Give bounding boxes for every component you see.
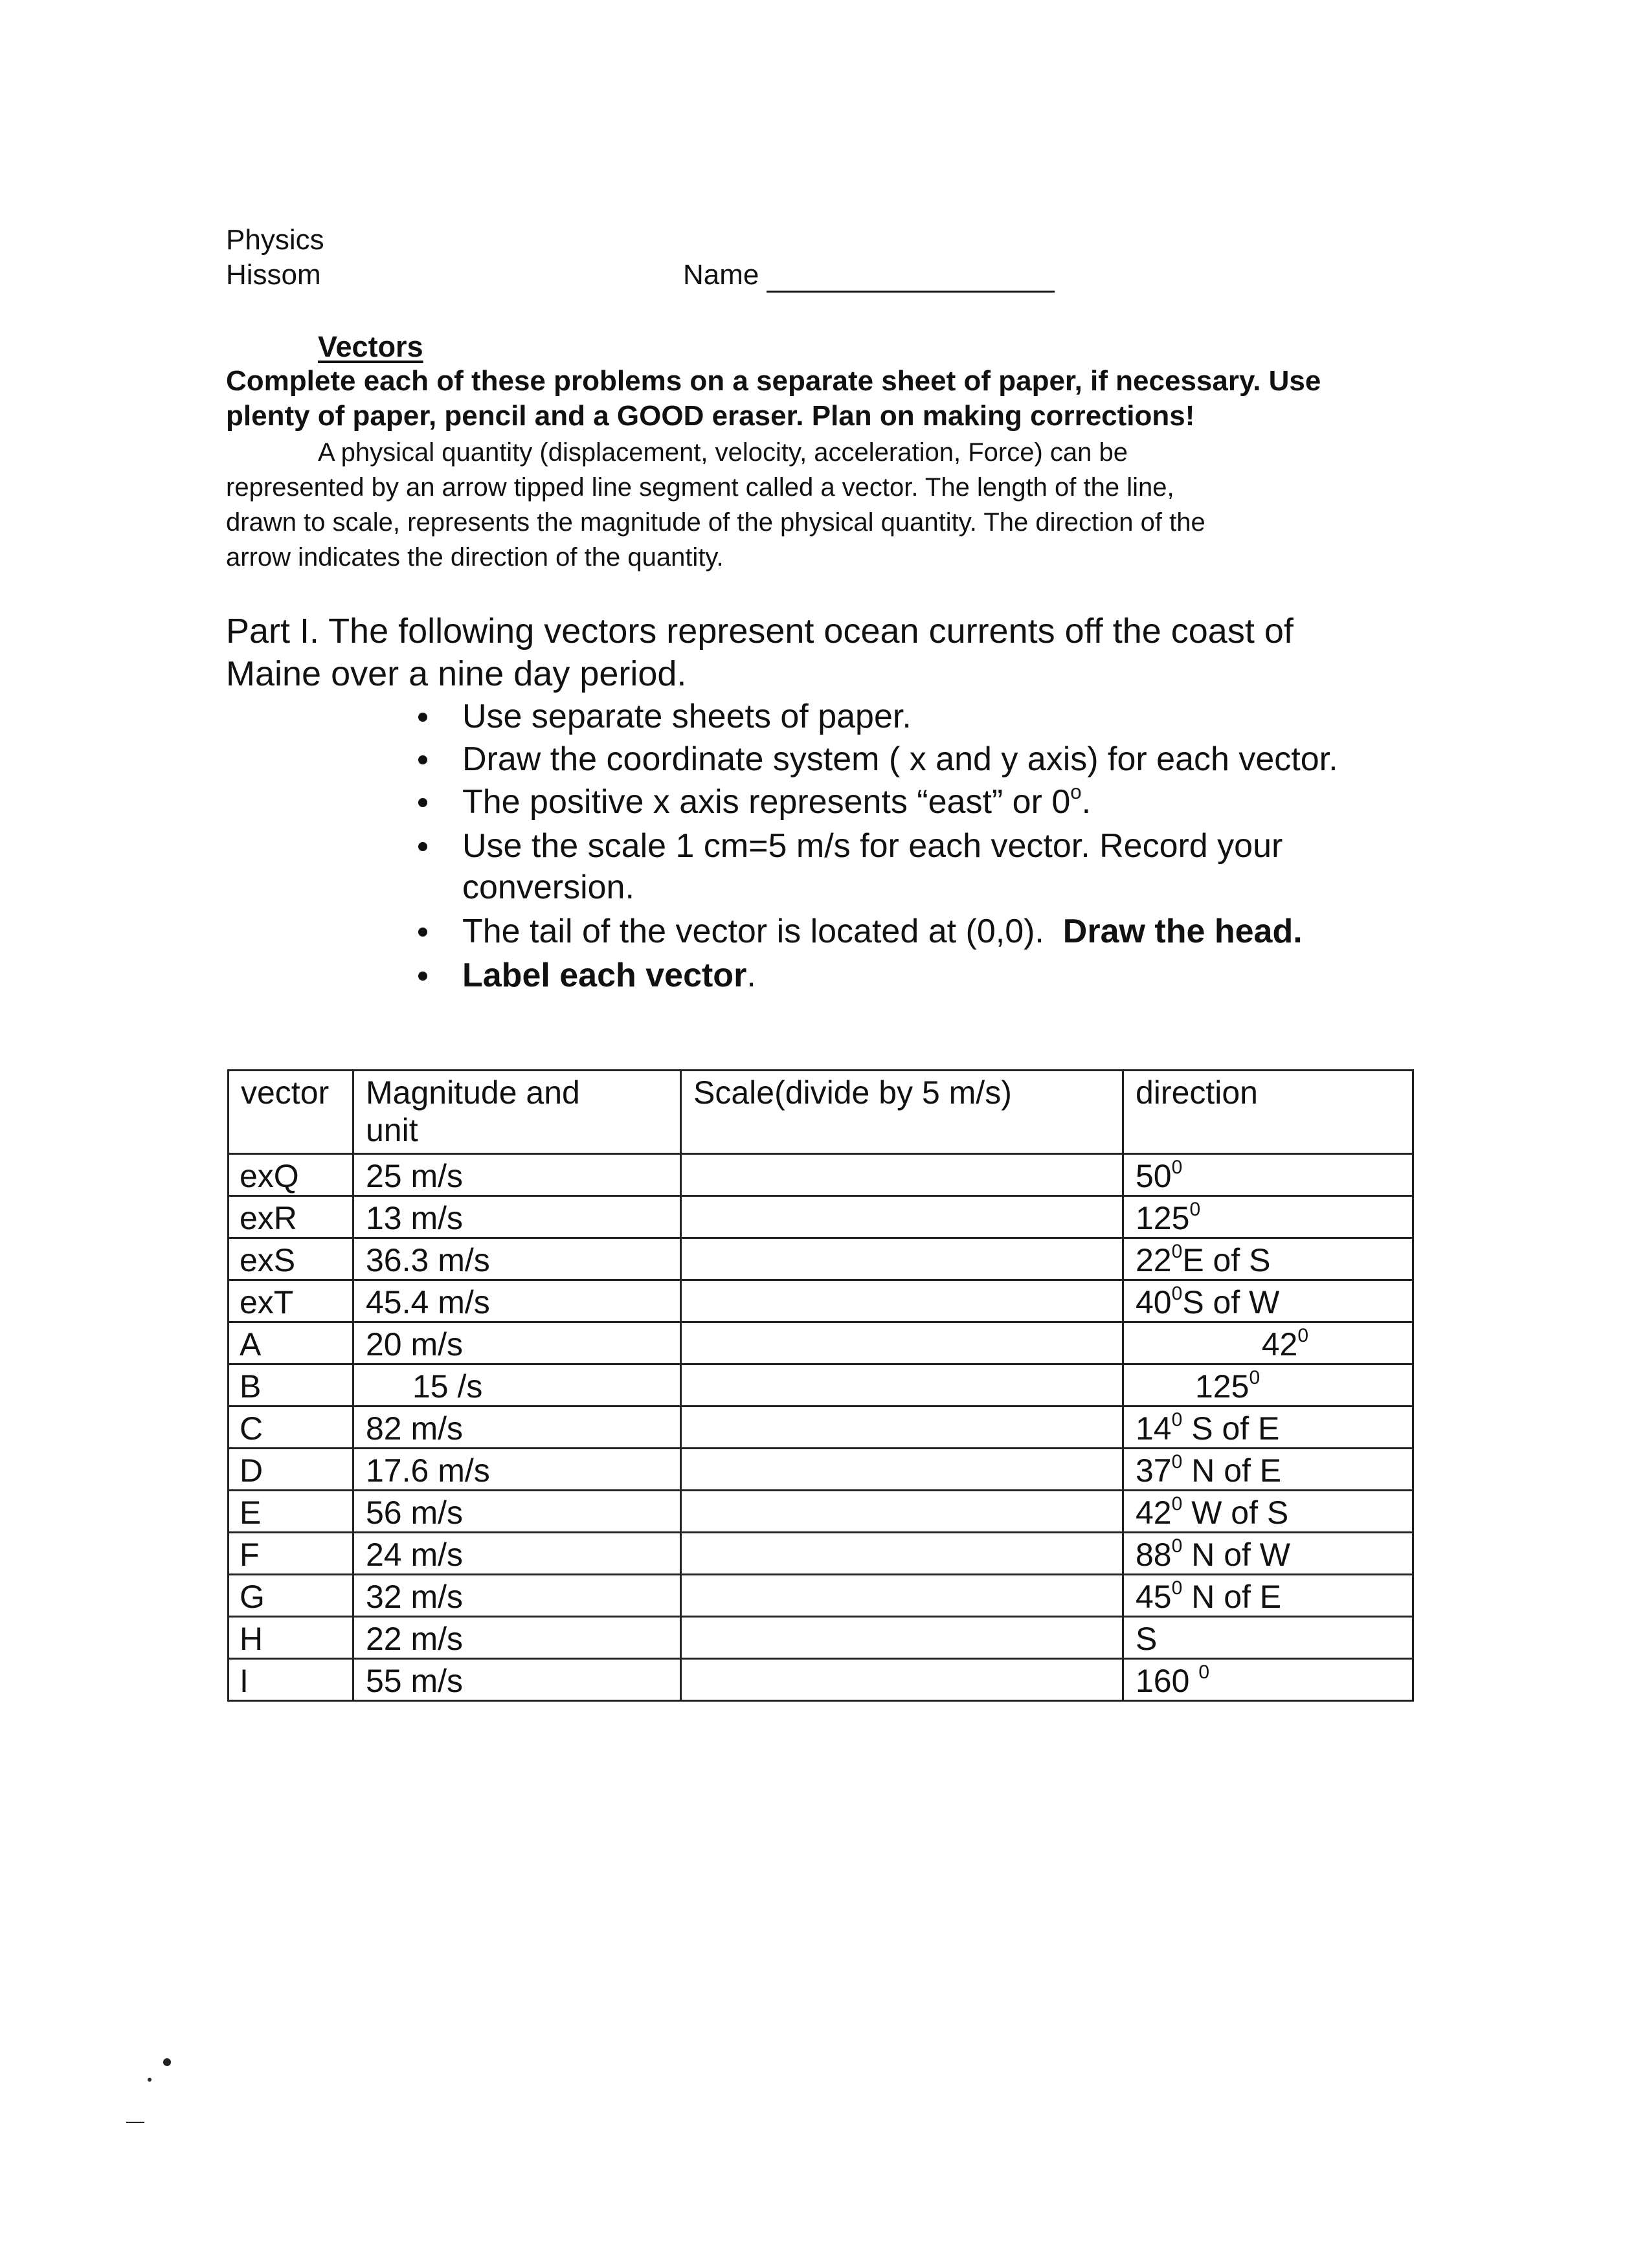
direction-value: 42 (1136, 1495, 1172, 1531)
cell-magnitude: 25 m/s (353, 1154, 681, 1196)
bullet-dot (418, 713, 427, 722)
bullet-5 (462, 910, 1303, 953)
cell-vector: exT (229, 1280, 353, 1322)
cell-direction (1123, 1280, 1413, 1322)
cell-magnitude: 22 m/s (353, 1617, 681, 1659)
table-row (229, 1280, 1413, 1322)
name-label: Name (683, 259, 759, 291)
intro-line-4: arrow indicates the direction of the quantity. (226, 543, 724, 572)
bullet-2: Draw the coordinate system ( x and y axis) for each vector. (462, 740, 1338, 778)
direction-value: 50 (1136, 1158, 1172, 1194)
bullet-3-degree: o (1070, 781, 1082, 804)
cell-vector: D (229, 1449, 353, 1491)
degree-mark: 0 (1297, 1325, 1308, 1346)
direction-reference: W of S (1182, 1495, 1289, 1531)
cell-scale[interactable] (681, 1364, 1123, 1406)
bullet-6 (462, 954, 756, 997)
bullet-1: Use separate sheets of paper. (462, 698, 912, 735)
cell-scale[interactable] (681, 1154, 1123, 1196)
cell-scale[interactable] (681, 1533, 1123, 1575)
subject-label: Physics (226, 224, 324, 256)
header-vector: vector (229, 1071, 353, 1154)
cell-vector: H (229, 1617, 353, 1659)
direction-value: 125 (1195, 1368, 1249, 1405)
table-row (229, 1196, 1413, 1238)
instructions-line-1: Complete each of these problems on a separate sheet of paper, if necessary. Use (226, 365, 1321, 397)
bullet-6-end: . (746, 957, 756, 994)
header-direction: direction (1123, 1071, 1413, 1154)
header-magnitude-line-1: Magnitude and (366, 1074, 580, 1111)
instructions-line-2: plenty of paper, pencil and a GOOD eraser. Plan on making corrections! (226, 400, 1195, 432)
degree-mark: 0 (1171, 1241, 1183, 1262)
table-row (229, 1491, 1413, 1533)
direction-value: 40 (1136, 1284, 1172, 1320)
table-row (229, 1617, 1413, 1659)
cell-direction (1123, 1238, 1413, 1280)
bullet-4-line-1: Use the scale 1 cm=5 m/s for each vector. Record your (462, 827, 1283, 865)
cell-vector: B (229, 1364, 353, 1406)
cell-direction (1123, 1449, 1413, 1491)
header-magnitude (353, 1071, 681, 1154)
bullet-dot (418, 972, 427, 981)
cell-direction (1123, 1364, 1413, 1406)
table-row (229, 1364, 1413, 1406)
direction-value: 88 (1136, 1537, 1172, 1573)
bullet-3 (462, 781, 1091, 823)
table-row (229, 1406, 1413, 1449)
degree-mark: 0 (1171, 1451, 1183, 1473)
intro-line-3: drawn to scale, represents the magnitude of the physical quantity. The direction of the (226, 508, 1205, 537)
cell-direction (1123, 1575, 1413, 1617)
degree-mark: 0 (1198, 1662, 1210, 1683)
cell-magnitude: 32 m/s (353, 1575, 681, 1617)
cell-direction (1123, 1533, 1413, 1575)
cell-scale[interactable] (681, 1617, 1123, 1659)
direction-value: 42 (1261, 1326, 1298, 1362)
cell-direction (1123, 1617, 1413, 1659)
part1-line-2: Maine over a nine day period. (226, 654, 687, 693)
intro-line-1: A physical quantity (displacement, velocity, acceleration, Force) can be (318, 438, 1128, 467)
direction-value: 14 (1136, 1410, 1172, 1447)
table-row (229, 1659, 1413, 1701)
cell-scale[interactable] (681, 1406, 1123, 1449)
cell-magnitude: 13 m/s (353, 1196, 681, 1238)
table-row (229, 1533, 1413, 1575)
cell-magnitude: 36.3 m/s (353, 1238, 681, 1280)
part1-line-1: Part I. The following vectors represent ocean currents off the coast of (226, 612, 1294, 650)
cell-scale[interactable] (681, 1449, 1123, 1491)
cell-scale[interactable] (681, 1238, 1123, 1280)
cell-magnitude: 56 m/s (353, 1491, 681, 1533)
bullet-6-bold: Label each vector (462, 957, 747, 994)
cell-vector: I (229, 1659, 353, 1701)
direction-reference: E of S (1182, 1242, 1271, 1278)
scan-speck (126, 2122, 144, 2123)
header-scale: Scale(divide by 5 m/s) (681, 1071, 1123, 1154)
degree-mark: 0 (1189, 1199, 1201, 1220)
table-row (229, 1322, 1413, 1364)
cell-vector: E (229, 1491, 353, 1533)
cell-magnitude: 55 m/s (353, 1659, 681, 1701)
cell-magnitude: 24 m/s (353, 1533, 681, 1575)
direction-value: 37 (1136, 1452, 1172, 1489)
direction-value: S (1136, 1621, 1158, 1657)
intro-line-2: represented by an arrow tipped line segment called a vector. The length of the line, (226, 473, 1174, 502)
scan-speck (148, 2078, 151, 2082)
direction-value: 22 (1136, 1242, 1172, 1278)
degree-mark: 0 (1171, 1577, 1183, 1599)
cell-magnitude: 15 /s (353, 1364, 681, 1406)
cell-vector: exR (229, 1196, 353, 1238)
cell-magnitude: 20 m/s (353, 1322, 681, 1364)
name-blank-line[interactable] (767, 265, 1055, 293)
scan-speck (163, 2058, 171, 2066)
direction-reference: N of W (1182, 1537, 1290, 1573)
degree-mark: 0 (1171, 1283, 1183, 1304)
degree-mark: 0 (1171, 1409, 1183, 1430)
vector-table (227, 1069, 1414, 1702)
cell-scale[interactable] (681, 1280, 1123, 1322)
cell-scale[interactable] (681, 1322, 1123, 1364)
bullet-4-line-2: conversion. (462, 869, 634, 906)
teacher-label: Hissom (226, 259, 321, 291)
bullet-5-bold: Draw the head. (1062, 913, 1303, 950)
direction-reference: S of E (1182, 1410, 1280, 1447)
bullet-dot (418, 842, 427, 851)
name-field[interactable] (683, 258, 1055, 293)
direction-value: 160 (1136, 1663, 1199, 1699)
degree-mark: 0 (1249, 1367, 1260, 1388)
cell-direction (1123, 1154, 1413, 1196)
page-title: Vectors (318, 330, 423, 363)
degree-mark: 0 (1171, 1493, 1183, 1515)
direction-value: 125 (1136, 1200, 1190, 1236)
direction-value: 45 (1136, 1579, 1172, 1615)
degree-mark: 0 (1171, 1157, 1183, 1178)
bullet-dot (418, 798, 427, 807)
direction-reference: N of E (1182, 1579, 1282, 1615)
cell-magnitude: 17.6 m/s (353, 1449, 681, 1491)
direction-reference: N of E (1182, 1452, 1282, 1489)
direction-reference: S of W (1182, 1284, 1280, 1320)
cell-direction (1123, 1322, 1413, 1364)
bullet-5-text: The tail of the vector is located at (0,0). (462, 913, 1044, 950)
cell-scale[interactable] (681, 1491, 1123, 1533)
cell-scale[interactable] (681, 1196, 1123, 1238)
cell-magnitude: 45.4 m/s (353, 1280, 681, 1322)
table-header-row (229, 1071, 1413, 1154)
cell-direction (1123, 1491, 1413, 1533)
table-row (229, 1575, 1413, 1617)
cell-vector: A (229, 1322, 353, 1364)
table-row (229, 1238, 1413, 1280)
cell-magnitude: 82 m/s (353, 1406, 681, 1449)
cell-direction (1123, 1196, 1413, 1238)
degree-mark: 0 (1171, 1535, 1183, 1557)
cell-direction (1123, 1406, 1413, 1449)
bullet-3-text: The positive x axis represents “east” or 0 (462, 783, 1071, 821)
cell-scale[interactable] (681, 1659, 1123, 1701)
cell-vector: C (229, 1406, 353, 1449)
cell-scale[interactable] (681, 1575, 1123, 1617)
cell-vector: exS (229, 1238, 353, 1280)
bullet-3-end: . (1081, 783, 1092, 821)
header-magnitude-line-2: unit (366, 1112, 418, 1148)
cell-vector: F (229, 1533, 353, 1575)
table-row (229, 1154, 1413, 1196)
cell-vector: G (229, 1575, 353, 1617)
cell-direction (1123, 1659, 1413, 1701)
bullet-dot (418, 928, 427, 937)
cell-vector: exQ (229, 1154, 353, 1196)
table-row (229, 1449, 1413, 1491)
bullet-dot (418, 755, 427, 764)
